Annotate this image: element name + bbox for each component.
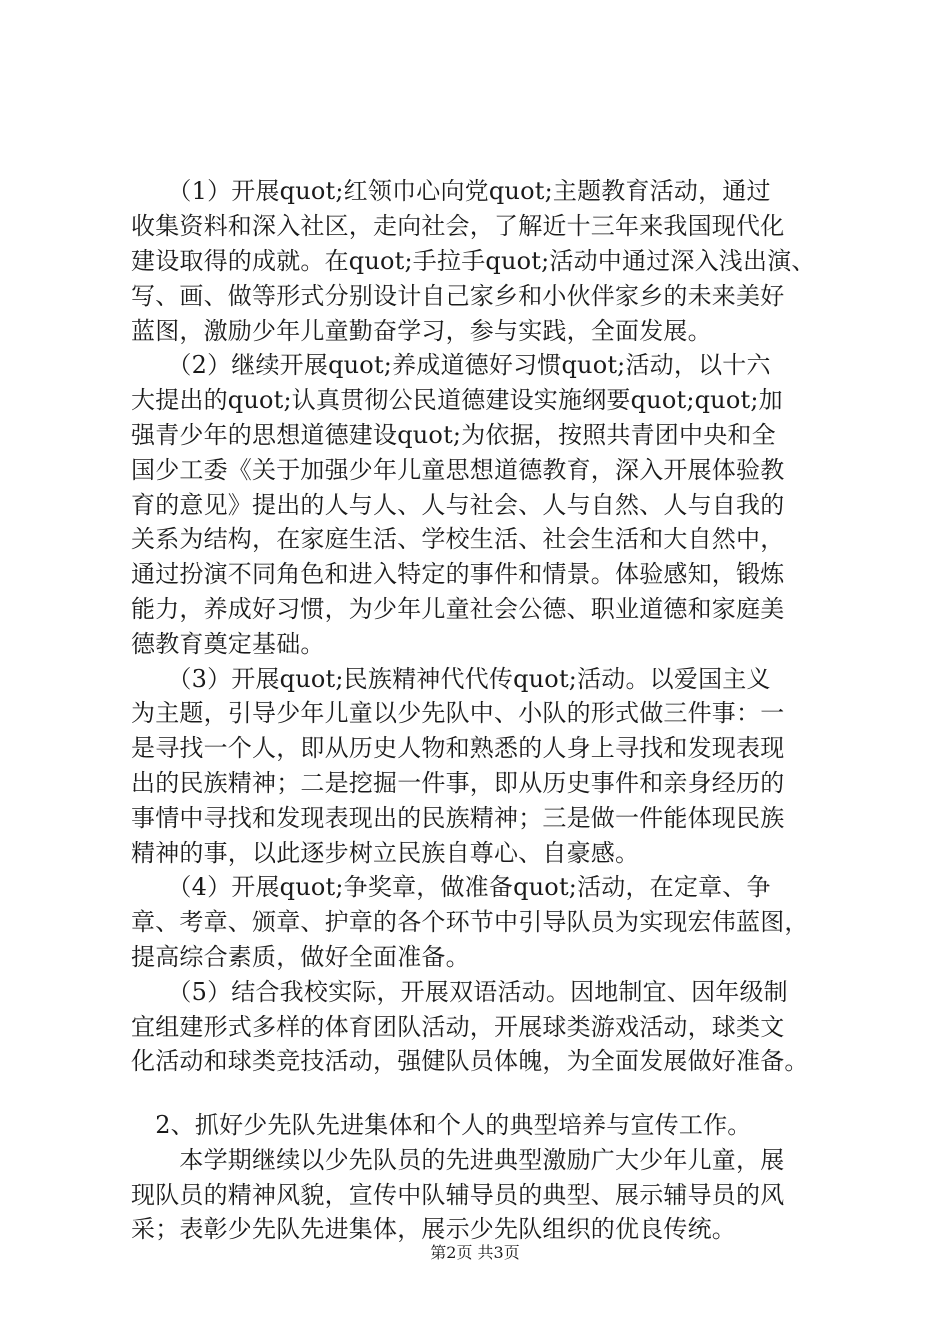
text-line-28: 本学期继续以少先队员的先进典型激励广大少年儿童，展 [131, 1146, 785, 1174]
text-line-4: 写、画、做等形式分别设计自己家乡和小伙伴家乡的未来美好 [131, 282, 785, 310]
text-line-12: 通过扮演不同角色和进入特定的事件和情景。体验感知，锻炼 [131, 560, 785, 588]
text-line-29: 现队员的精神风貌，宣传中队辅导员的典型、展示辅导员的风 [131, 1181, 785, 1209]
text-line-27: 2、抓好少先队先进集体和个人的典型培养与宣传工作。 [131, 1111, 752, 1139]
text-line-2: 收集资料和深入社区，走向社会，了解近十三年来我国现代化 [131, 212, 785, 240]
text-line-17: 是寻找一个人，即从历史人物和熟悉的人身上寻找和发现表现 [131, 734, 785, 762]
text-line-1: （1）开展quot;红领巾心向党quot;主题教育活动，通过 [131, 177, 771, 205]
text-line-23: 提高综合素质，做好全面准备。 [131, 943, 470, 971]
text-line-30: 采；表彰少先队先进集体，展示少先队组织的优良传统。 [131, 1215, 736, 1243]
text-line-6: （2）继续开展quot;养成道德好习惯quot;活动，以十六 [131, 351, 771, 379]
text-line-7: 大提出的quot;认真贯彻公民道德建设实施纲要quot;quot;加 [131, 386, 783, 414]
text-line-9: 国少工委《关于加强少年儿童思想道德教育，深入开展体验教 [131, 456, 785, 484]
text-line-16: 为主题，引导少年儿童以少先队中、小队的形式做三件事：一 [131, 699, 785, 727]
text-line-25: 宜组建形式多样的体育团队活动，开展球类游戏活动，球类文 [131, 1013, 785, 1041]
text-line-10: 育的意见》提出的人与人、人与社会、人与自然、人与自我的 [131, 491, 785, 519]
text-line-8: 强青少年的思想道德建设quot;为依据，按照共青团中央和全 [131, 421, 776, 449]
text-line-19: 事情中寻找和发现表现出的民族精神；三是做一件能体现民族 [131, 804, 785, 832]
text-line-15: （3）开展quot;民族精神代代传quot;活动。以爱国主义 [131, 665, 771, 693]
page-number-label: 第2页 共3页 [430, 1243, 520, 1262]
text-line-20: 精神的事，以此逐步树立民族自尊心、自豪感。 [131, 839, 640, 867]
text-line-18: 出的民族精神；二是挖掘一件事，即从历史事件和亲身经历的 [131, 769, 785, 797]
text-line-26: 化活动和球类竞技活动，强健队员体魄，为全面发展做好准备。 [131, 1047, 809, 1075]
text-line-5: 蓝图，激励少年儿童勤奋学习，参与实践，全面发展。 [131, 317, 712, 345]
text-line-24: （5）结合我校实际，开展双语活动。因地制宜、因年级制 [131, 978, 788, 1006]
text-line-14: 德教育奠定基础。 [131, 630, 325, 658]
text-line-22: 章、考章、颁章、护章的各个环节中引导队员为实现宏伟蓝图， [131, 908, 809, 936]
text-line-3: 建设取得的成就。在quot;手拉手quot;活动中通过深入浅出演、 [131, 247, 816, 275]
text-line-21: （4）开展quot;争奖章，做准备quot;活动，在定章、争 [131, 873, 771, 901]
text-line-11: 关系为结构，在家庭生活、学校生活、社会生活和大自然中， [131, 525, 785, 553]
text-line-13: 能力，养成好习惯，为少年儿童社会公德、职业道德和家庭美 [131, 595, 785, 623]
page-footer [0, 1243, 950, 1263]
